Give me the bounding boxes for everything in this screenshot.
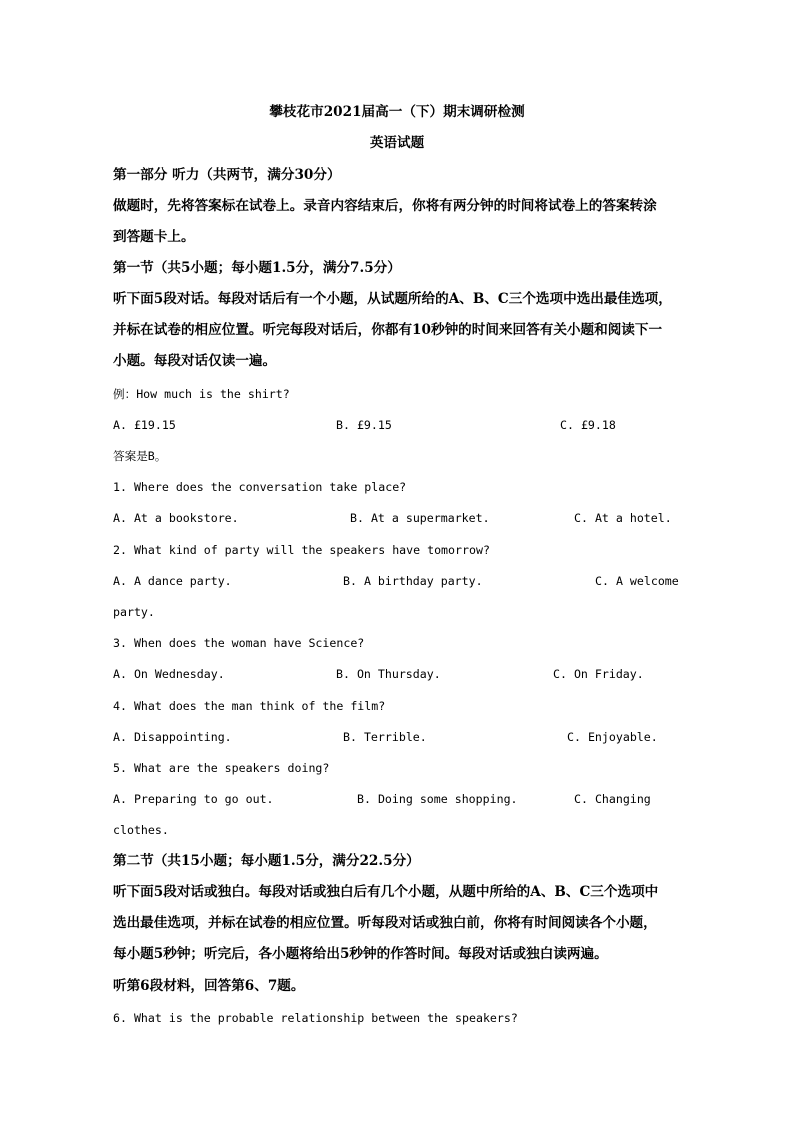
exam-title: 攀枝花市2021届高一（下）期末调研检测 [269,104,525,120]
q5-option-c-continued: clothes. [113,823,169,837]
part1-intro-line: 到答题卡上。 [113,229,195,245]
part1-intro-line: 做题时，先将答案标在试卷上。录音内容结束后，你将有两分钟的时间将试卷上的答案转涂 [113,198,657,214]
exam-subtitle: 英语试题 [369,135,425,151]
question-5: 5. What are the speakers doing? [113,761,330,775]
q5-option-b: B. Doing some shopping. [357,792,518,806]
q2-option-a: A. A dance party. [113,574,232,588]
question-3: 3. When does the woman have Science? [113,636,365,650]
section1-instruction-line: 并标在试卷的相应位置。听完每段对话后，你都有10秒钟的时间来回答有关小题和阅读下一 [113,322,663,338]
example-question: 例：How much is the shirt? [113,387,290,401]
q1-option-c: C. At a hotel. [574,511,672,525]
part1-heading: 第一部分 听力（共两节，满分30分） [113,167,341,183]
example-option-b: B. £9.15 [336,418,392,432]
question-4: 4. What does the man think of the film? [113,699,386,713]
q4-option-a: A. Disappointing. [113,730,232,744]
q3-option-c: C. On Friday. [553,667,644,681]
section2-instruction-line: 每小题5秒钟；听完后，各小题将给出5秒钟的作答时间。每段对话或独白读两遍。 [113,946,608,962]
question-2: 2. What kind of party will the speakers have tomorrow? [113,543,490,557]
section2-instruction-line: 选出最佳选项，并标在试卷的相应位置。听每段对话或独白前，你将有时间阅读各个小题， [113,915,657,931]
q1-option-a: A. At a bookstore. [113,511,239,525]
material-6-label: 听第6段材料，回答第6、7题。 [113,978,305,994]
question-6: 6. What is the probable relationship between the speakers? [113,1011,518,1025]
q2-option-c-continued: party. [113,605,155,619]
q3-option-a: A. On Wednesday. [113,667,225,681]
section1-instruction-line: 听下面5段对话。每段对话后有一个小题，从试题所给的A、B、C三个选项中选出最佳选项， [113,291,672,307]
q1-option-b: B. At a supermarket. [350,511,490,525]
q4-option-b: B. Terrible. [343,730,427,744]
section1-instruction-line: 小题。每段对话仅读一遍。 [113,353,277,369]
q5-option-c: C. Changing [574,792,651,806]
section2-instruction-line: 听下面5段对话或独白。每段对话或独白后有几个小题，从题中所给的A、B、C三个选项中 [113,884,659,900]
example-option-c: C. £9.18 [560,418,616,432]
section2-heading: 第二节（共15小题；每小题1.5分，满分22.5分） [113,853,420,869]
example-option-a: A. £19.15 [113,418,176,432]
section1-heading: 第一节（共5小题；每小题1.5分，满分7.5分） [113,260,401,276]
example-answer: 答案是B。 [113,449,167,463]
q2-option-b: B. A birthday party. [343,574,483,588]
question-1: 1. Where does the conversation take place? [113,480,407,494]
q2-option-c: C. A welcome [595,574,679,588]
q5-option-a: A. Preparing to go out. [113,792,274,806]
q4-option-c: C. Enjoyable. [567,730,658,744]
q3-option-b: B. On Thursday. [336,667,441,681]
